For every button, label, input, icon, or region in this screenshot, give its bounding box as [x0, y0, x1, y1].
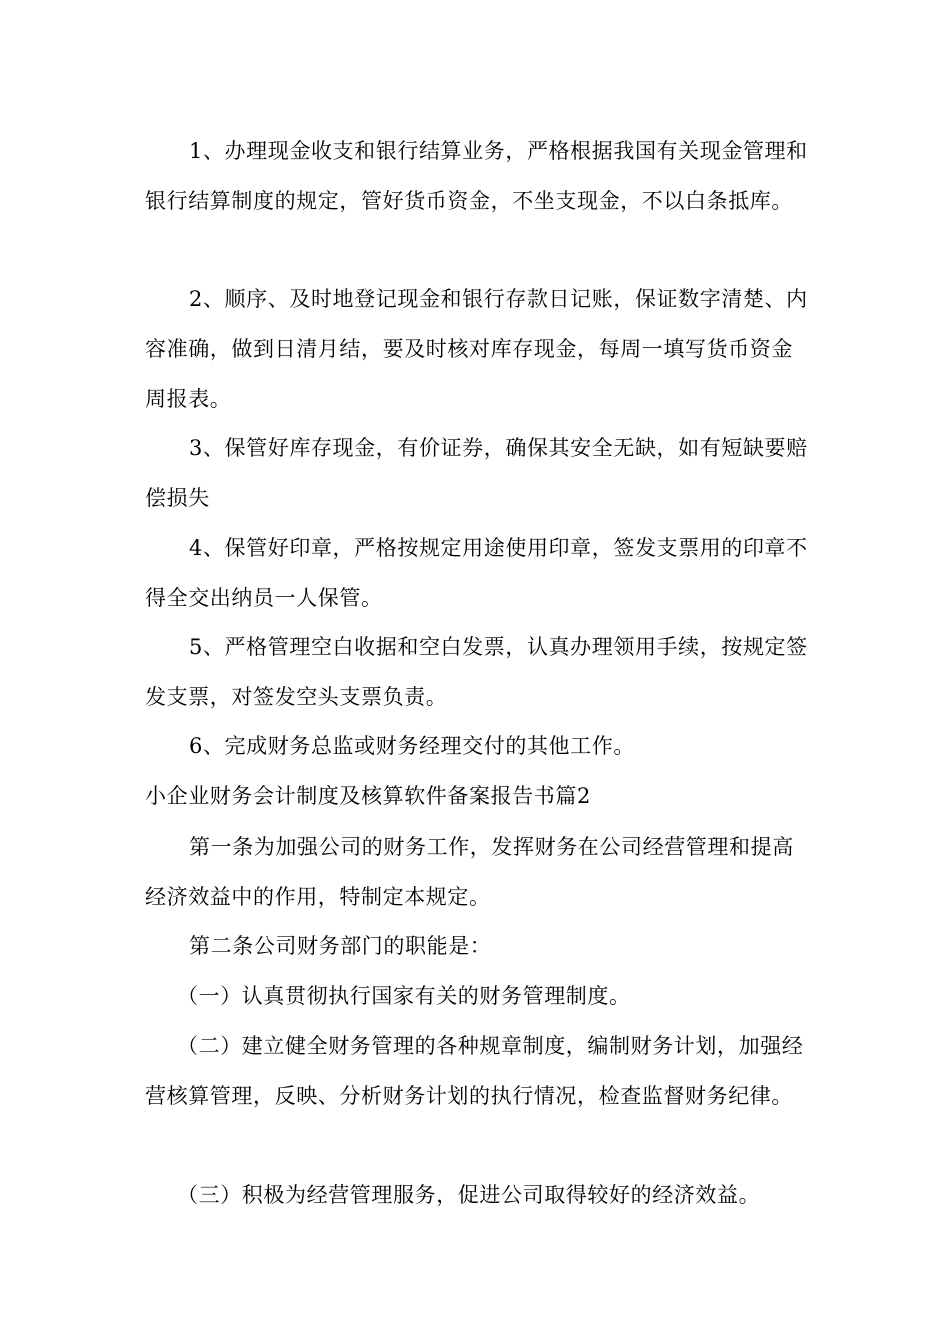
paragraph-article-2: 第二条公司财务部门的职能是：: [189, 934, 492, 958]
paragraph-5: 5、严格管理空白收据和空白发票，认真办理领用手续，按规定签发支票，对签发空头支票负责。: [145, 635, 808, 709]
paragraph-3: 3、保管好库存现金，有价证券，确保其安全无缺，如有短缺要赔偿损失: [145, 436, 808, 510]
paragraph-item-1: （一）认真贯彻执行国家有关的财务管理制度。: [177, 984, 631, 1008]
paragraph-item-2: （二）建立健全财务管理的各种规章制度，编制财务计划，加强经营核算管理，反映、分析财务计划的执行情况，检查监督财务纪律。: [145, 1034, 804, 1108]
paragraph-item-3: （三）积极为经营管理服务，促进公司取得较好的经济效益。: [177, 1183, 761, 1207]
paragraph-4: 4、保管好印章，严格按规定用途使用印章，签发支票用的印章不得全交出纳员一人保管。: [145, 536, 808, 610]
paragraph-6: 6、完成财务总监或财务经理交付的其他工作。: [189, 734, 635, 758]
paragraph-2: 2、顺序、及时地登记现金和银行存款日记账，保证数字清楚、内容准确，做到日清月结，要及时核对库存现金，每周一填写货币资金周报表。: [145, 287, 808, 411]
paragraph-1: 1、办理现金收支和银行结算业务，严格根据我国有关现金管理和银行结算制度的规定，管好货币资金，不坐支现金，不以白条抵库。: [145, 139, 808, 213]
paragraph-article-1: 第一条为加强公司的财务工作，发挥财务在公司经营管理和提高经济效益中的作用，特制定本规定。: [145, 835, 794, 909]
section-title: 小企业财务会计制度及核算软件备案报告书篇2: [145, 784, 591, 808]
